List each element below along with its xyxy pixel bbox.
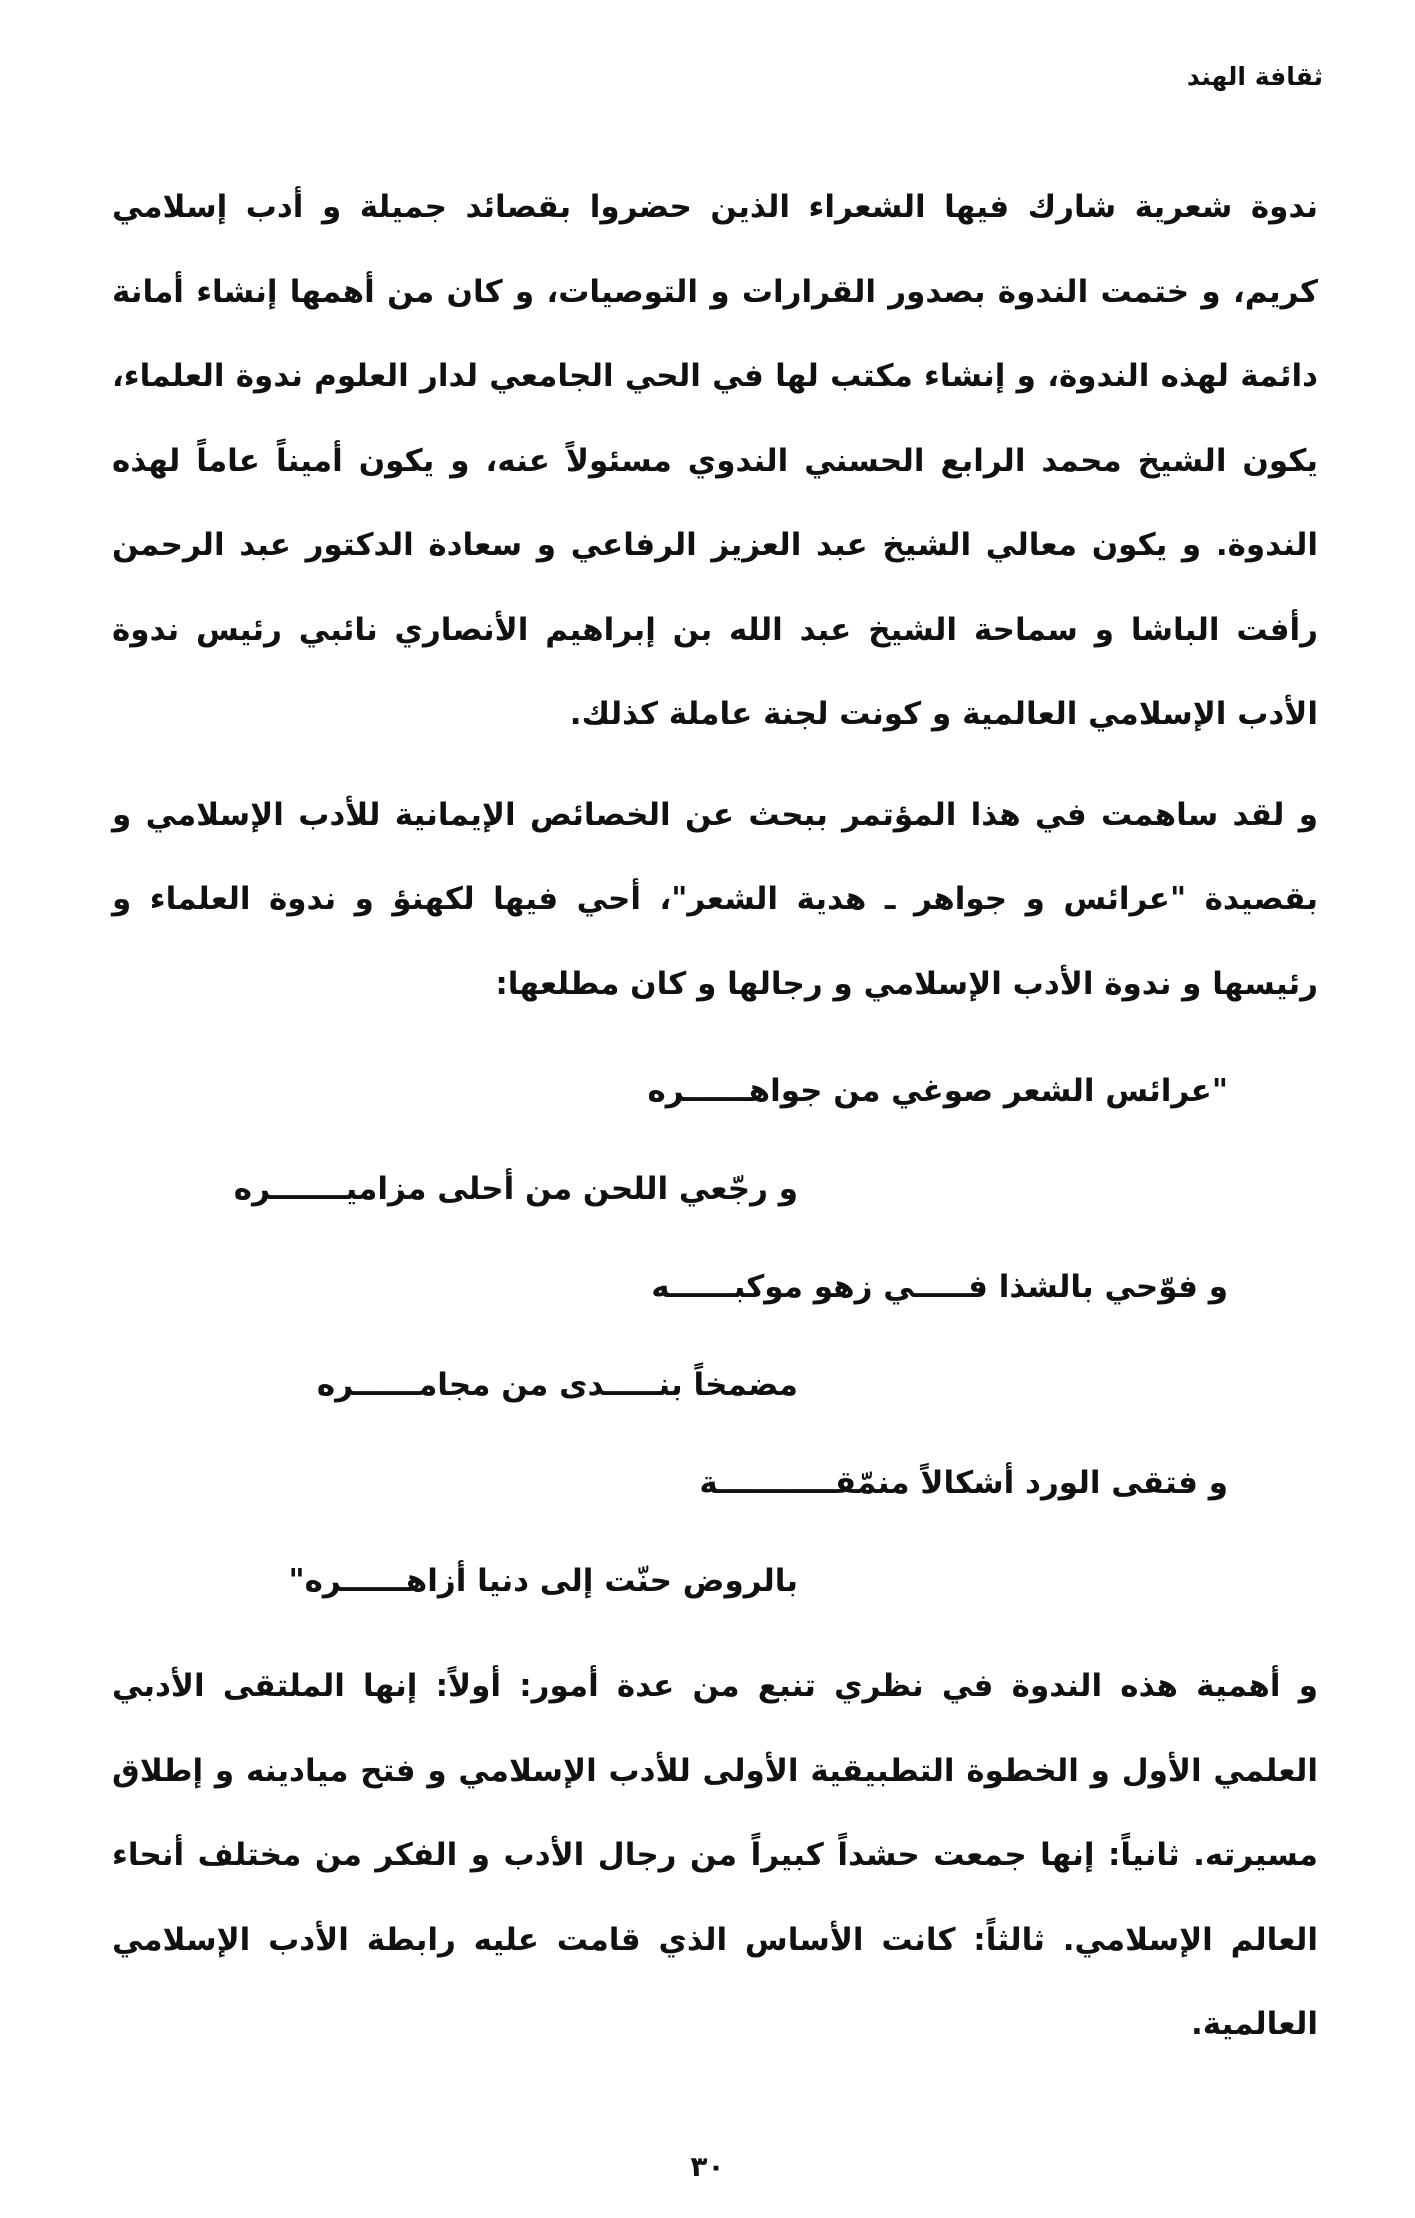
poem-verse: و فتقى الورد أشكالاً منمّقـــــــــــة bbox=[699, 1465, 1228, 1501]
poem bbox=[112, 1042, 1318, 1630]
body-text bbox=[112, 165, 1318, 2083]
paragraph-2: و لقد ساهمت في هذا المؤتمر ببحث عن الخصائص الإيمانية للأدب الإسلامي و بقصيدة "عرائس و جواهر ـ هدية الشعر"، أحي فيها لكهنؤ و ندوة العلماء و رئيسها و ندوة الأدب الإسلامي و رجالها و كان مطلعها: bbox=[112, 796, 1318, 1002]
poem-verse: و رجّعي اللحن من أحلى مزاميـــــــره bbox=[233, 1171, 798, 1207]
paragraph-1: ندوة شعرية شارك فيها الشعراء الذين حضروا بقصائد جميلة و أدب إسلامي كريم، و ختمت الندوة بصدور القرارات و التوصيات، و كان من أهمها إنشاء أمانة دائمة لهذه الندوة، و إنشاء مكتب لها في الحي الجامعي لدار العلوم ندوة العلماء، يكون الشيخ محمد الرابع الحسني الندوي مسئولاً عنه، و يكون أميناً عاماً لهذه الندوة. و يكون معالي الشيخ عبد العزيز الرفاعي و سعادة الدكتور عبد الرحمن رأفت الباشا و سماحة الشيخ عبد الله بن إبراهيم الأنصاري نائبي رئيس ندوة الأدب الإسلامي العالمية و كونت لجنة عاملة كذلك. bbox=[112, 189, 1318, 732]
poem-verse: و فوّحي بالشذا فـــــي زهو موكبــــــه bbox=[651, 1269, 1228, 1305]
poem-verse: مضمخاً بنـــــدى من مجامــــــره bbox=[316, 1367, 798, 1403]
poem-verse: "عرائس الشعر صوغي من جواهــــــره bbox=[647, 1073, 1228, 1109]
paragraph-3: و أهمية هذه الندوة في نظري تنبع من عدة أمور: أولاً: إنها الملتقى الأدبي العلمي الأول و الخطوة التطبيقية الأولى للأدب الإسلامي و فتح ميادينه و إطلاق مسيرته. ثانياً: إنها جمعت حشداً كبيراً من رجال الأدب و الفكر من مختلف أنحاء العالم الإسلامي. ثالثاً: كانت الأساس الذي قامت عليه رابطة الأدب الإسلامي العالمية. bbox=[112, 1668, 1318, 2042]
page-number: ٣٠ bbox=[690, 2150, 725, 2183]
poem-verse: بالروض حنّت إلى دنيا أزاهــــــره" bbox=[288, 1563, 798, 1599]
running-header: ثقافة الهند bbox=[1186, 62, 1323, 91]
